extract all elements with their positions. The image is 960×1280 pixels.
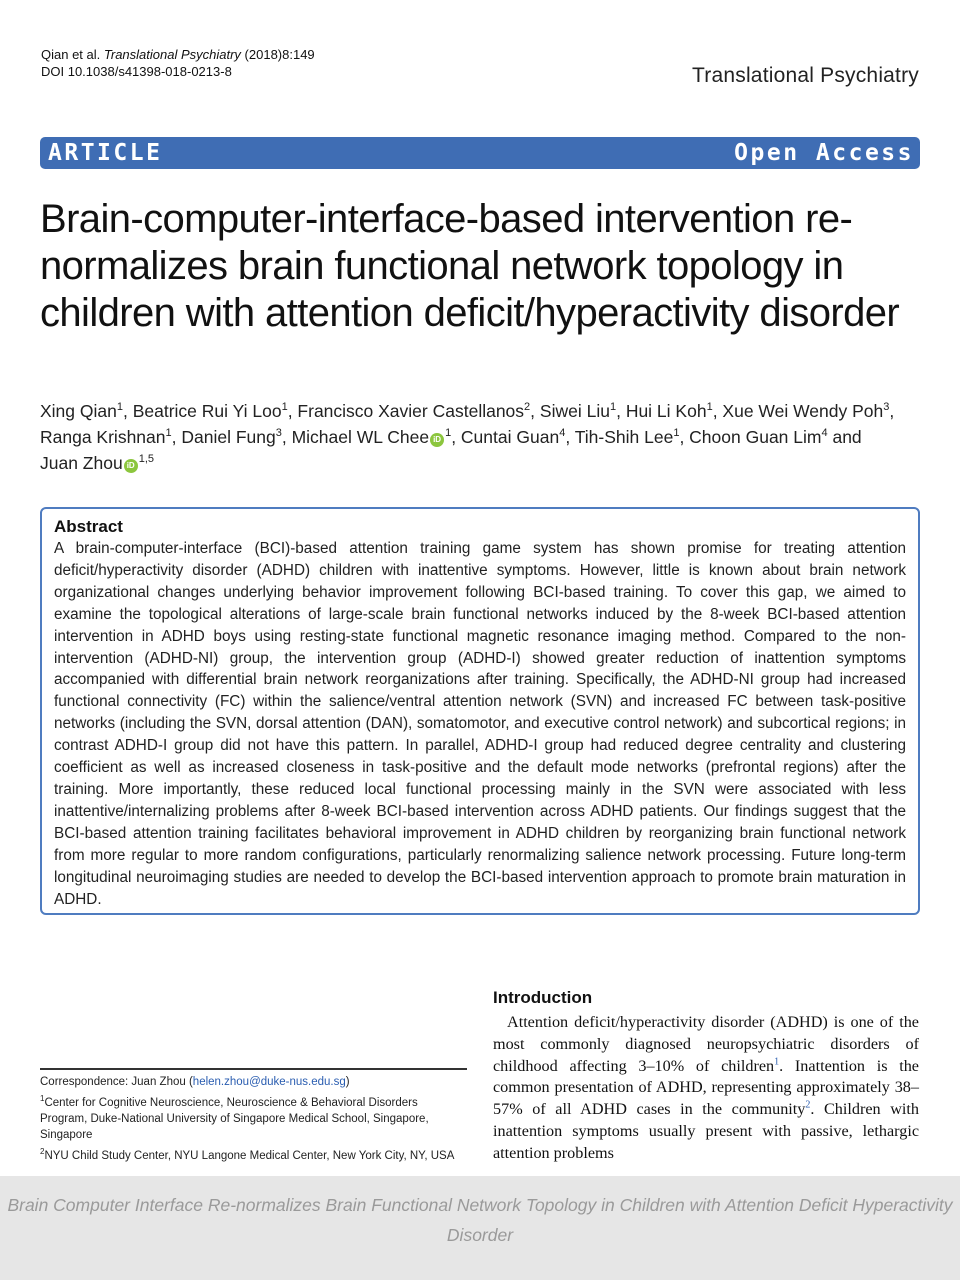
author-list: [40, 398, 920, 476]
affiliation-2-text: NYU Child Study Center, NYU Langone Medical Center, New York City, NY, USA: [44, 1149, 455, 1162]
author-affiliation-marker: 1: [609, 401, 617, 414]
author-separator: and: [827, 427, 862, 447]
introduction-part-1: Attention deficit/hyperactivity disorder (ADHD) is one of the most commonly diagnosed neuropsychiatric disorders of childhood affecting 3–10% of children: [493, 1013, 919, 1075]
author-name: Juan Zhou: [40, 453, 123, 473]
introduction-heading: Introduction: [493, 988, 593, 1007]
orcid-icon[interactable]: iD: [430, 433, 444, 447]
author-separator: ,: [122, 401, 133, 421]
author-affiliation-marker: 4: [821, 427, 828, 440]
reference-link-2[interactable]: 2: [805, 1099, 811, 1111]
author-affiliation-marker: 3: [883, 401, 890, 414]
author-affiliation-marker: 3: [275, 427, 282, 440]
author-affiliation-marker: 1: [281, 401, 288, 414]
article-label: ARTICLE: [48, 140, 163, 166]
author-affiliation-marker: 2: [524, 401, 531, 414]
author-name: Siwei Liu: [539, 401, 610, 421]
affiliation-1: [40, 1091, 467, 1144]
introduction-text: [493, 1012, 919, 1165]
citation-line: [41, 46, 315, 63]
correspondence-email-link[interactable]: helen.zhou@duke-nus.edu.sg: [192, 1076, 346, 1088]
reference-link-1[interactable]: 1: [774, 1056, 780, 1068]
author-separator: ,: [451, 427, 461, 447]
citation-authors: Qian et al.: [41, 47, 101, 62]
affiliation-2: [40, 1144, 467, 1164]
author-affiliation-marker: 1,5: [138, 453, 154, 466]
citation-volume: (2018)8:149: [240, 47, 315, 62]
author-name: Ranga Krishnan: [40, 427, 166, 447]
author-separator: ,: [287, 401, 298, 421]
doi[interactable]: DOI 10.1038/s41398-018-0213-8: [41, 64, 232, 79]
author-separator: ,: [565, 427, 575, 447]
affiliation-2-marker: 2: [40, 1146, 45, 1156]
author-name: Francisco Xavier Castellanos: [297, 401, 525, 421]
author-separator: ,: [679, 427, 690, 447]
article-banner: [40, 137, 920, 169]
orcid-icon[interactable]: iD: [124, 459, 138, 473]
author-name: Daniel Fung: [181, 427, 276, 447]
journal-name: Translational Psychiatry: [692, 64, 919, 87]
abstract-heading: Abstract: [54, 517, 123, 536]
correspondence-suffix: ): [345, 1076, 350, 1088]
author-affiliation-marker: 1: [116, 401, 123, 414]
author-separator: ,: [616, 401, 626, 421]
introduction-part-3: . Children with inattention symptoms usually present with passive, lethargic attention problems: [493, 1100, 919, 1162]
citation-journal: Translational Psychiatry: [103, 47, 241, 62]
introduction-part-2: . Inattention is the common presentation of ADHD, representing approximately 38–57% of all ADHD cases in the community: [493, 1056, 919, 1119]
citation-block: [41, 46, 315, 80]
author-name: Tih-Shih Lee: [574, 427, 674, 447]
author-name: Choon Guan Lim: [689, 427, 822, 447]
author-separator: ,: [712, 401, 723, 421]
footer-caption: Brain Computer Interface Re-normalizes Brain Functional Network Topology in Children with Attention Deficit Hyperactivity Disorder: [7, 1195, 953, 1245]
author-name: Cuntai Guan: [460, 427, 560, 447]
affiliation-1-marker: 1: [40, 1093, 45, 1103]
author-separator: ,: [530, 401, 540, 421]
author-separator: ,: [889, 401, 895, 421]
open-access-label: Open Access: [734, 140, 914, 166]
author-separator: ,: [281, 427, 292, 447]
correspondence-block: [40, 1068, 467, 1164]
author-name: Xing Qian: [40, 401, 117, 421]
affiliation-1-text: Center for Cognitive Neuroscience, Neuroscience & Behavioral Disorders Program, Duke-National University of Singapore Medical School, Singapore, Singapore: [40, 1096, 429, 1142]
author-affiliation-marker: 1: [165, 427, 172, 440]
author-affiliation-marker: 1: [673, 427, 680, 440]
author-name: Xue Wei Wendy Poh: [722, 401, 884, 421]
abstract-box: [40, 507, 920, 915]
author-affiliation-marker: 4: [559, 427, 566, 440]
correspondence-line: [40, 1074, 467, 1091]
correspondence-prefix: Correspondence: Juan Zhou (: [40, 1076, 193, 1088]
author-affiliation-marker: 1: [706, 401, 713, 414]
author-name: Beatrice Rui Yi Loo: [132, 401, 282, 421]
author-separator: ,: [171, 427, 182, 447]
abstract-text: A brain-computer-interface (BCI)-based attention training game system has shown promise for treating attention deficit/hyperactivity disorder (ADHD) children with inattentive symptoms. However, little is known about brain network organizational changes underlying behavior improvement following BCI-based training. To cover this gap, we aimed to examine the topological alterations of large-scale brain functional networks induced by the 8-week BCI-based attention intervention in ADHD boys using resting-state functional magnetic resonance imaging method. Compared to the non-intervention (ADHD-NI) group, the intervention group (ADHD-I) showed greater reduction of inattention symptoms accompanied with differential brain network reorganizations after training. Specifically, the ADHD-NI group had increased functional connectivity (FC) within the salience/ventral attention network (SVN) and increased FC between task-positive networks (including the SVN, dorsal attention (DAN), somatomotor, and executive control network) and subcortical regions; in contrast ADHD-I group did not have this pattern. In parallel, ADHD-I group had reduced degree centrality and clustering coefficient as well as increased closeness in task-positive and the default mode networks (prefrontal regions) after the training. More importantly, these reduced local functional processing mainly in the SVN were associated with less inattentive/internalizing problems after 8-week BCI-based intervention across ADHD patients. Our findings suggest that the BCI-based attention training facilitates behavioral improvement in ADHD children by reorganizing brain functional network from more regular to more random configurations, particularly renormalizing salience network processing. Future long-term longitudinal neuroimaging studies are needed to develop the BCI-based intervention approach to promote brain maturation in ADHD.: [54, 540, 906, 908]
paper-title: Brain-computer-interface-based intervention re-normalizes brain functional network topology in children with attention deficit/hyperactivity disorder: [40, 197, 900, 335]
author-name: Michael WL Chee: [291, 427, 430, 447]
author-affiliation-marker: 1: [445, 427, 452, 440]
author-name: Hui Li Koh: [625, 401, 707, 421]
